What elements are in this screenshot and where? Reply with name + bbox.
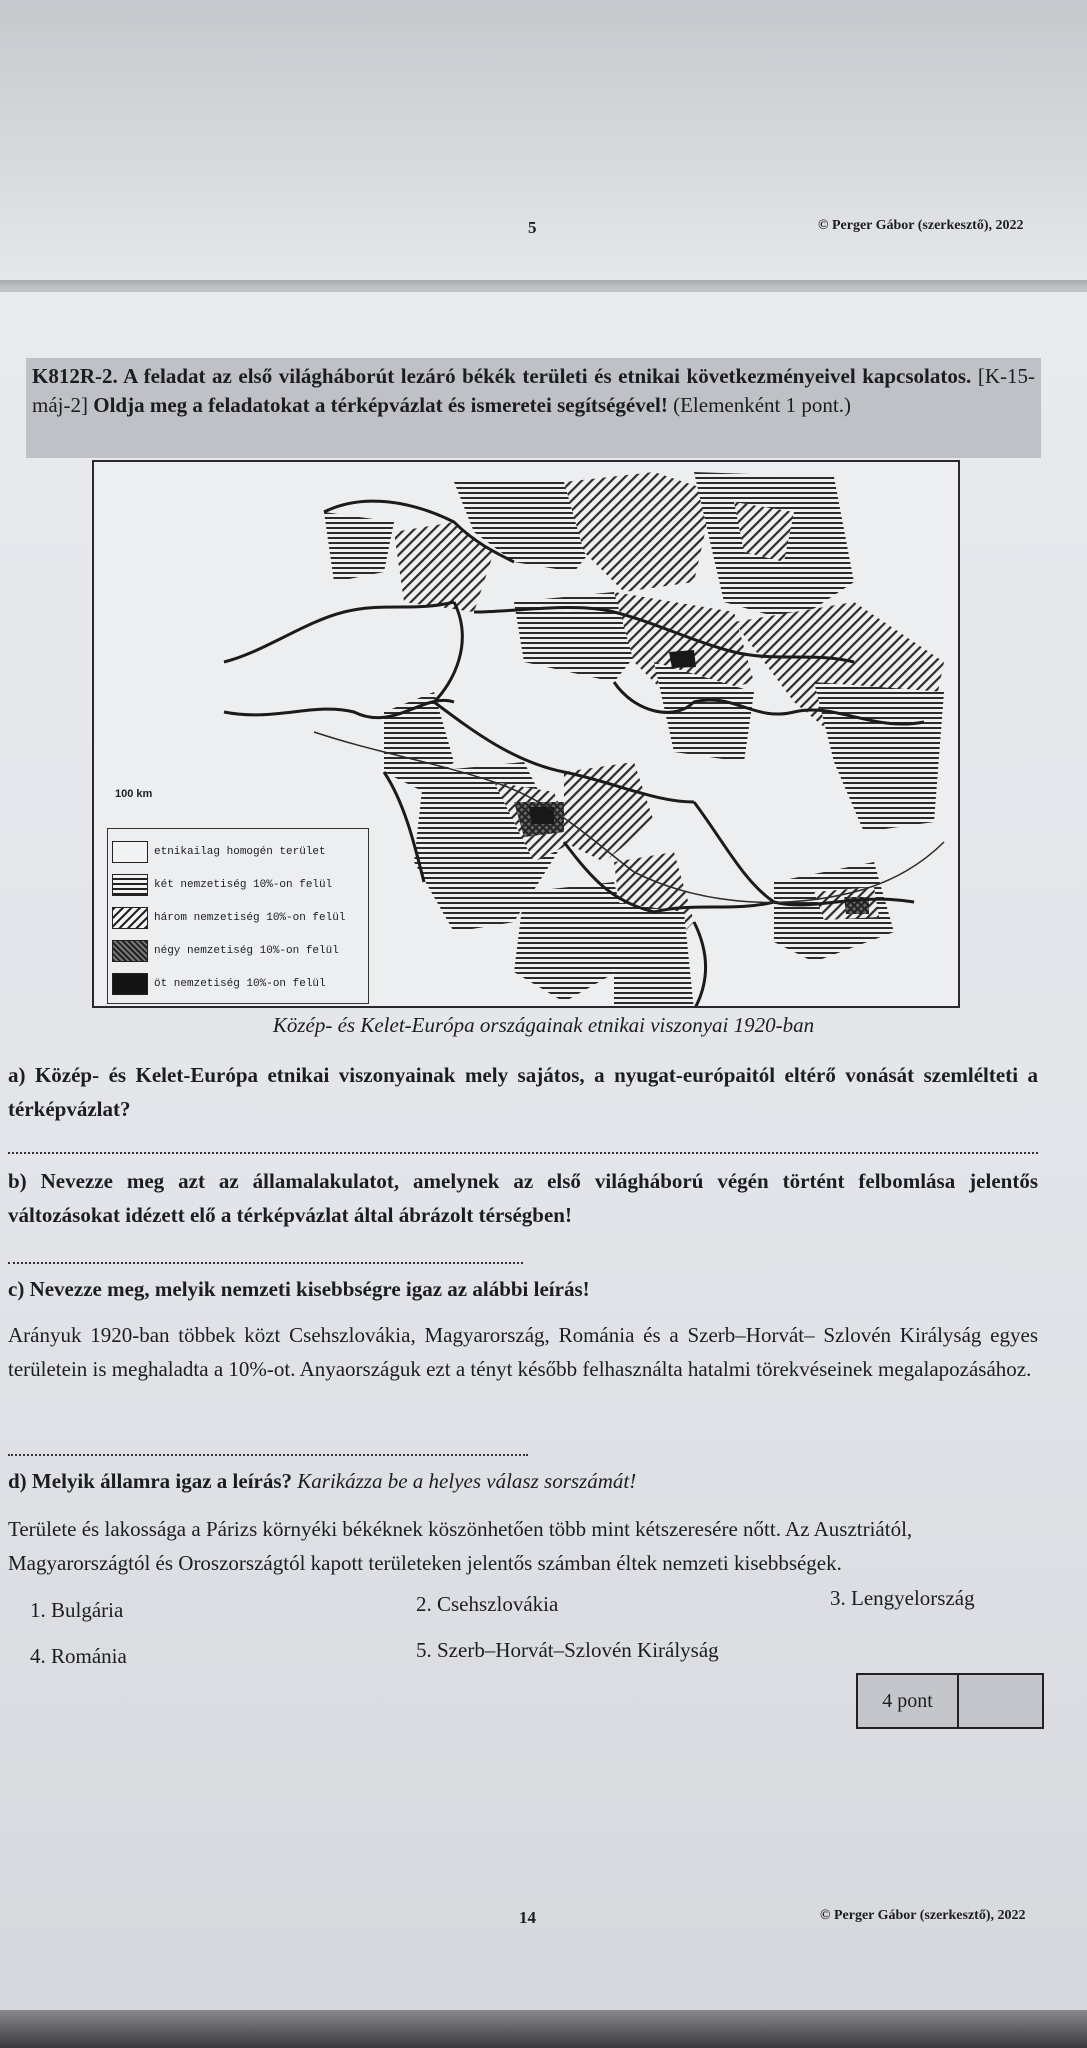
legend-label: két nemzetiség 10%-on felül (154, 878, 333, 891)
question-b: b) Nevezze meg azt az államalakulatot, amelynek az első világháború végén történt felbomlása jelentős változásokat idézett elő a térképvázlat által ábrázolt térségben! (8, 1169, 1038, 1227)
legend-swatch-five (112, 973, 148, 995)
answer-line-a[interactable] (8, 1152, 1038, 1154)
legend-label: három nemzetiség 10%-on felül (154, 911, 346, 924)
legend-label: öt nemzetiség 10%-on felül (154, 977, 326, 990)
map-legend (107, 828, 369, 1004)
legend-item (112, 934, 364, 967)
score-box (856, 1673, 1044, 1729)
previous-page-copyright: © Perger Gábor (szerkesztő), 2022 (818, 218, 1024, 233)
answer-line-b[interactable] (8, 1262, 523, 1264)
map-caption: Közép- és Kelet-Európa országainak etnikai viszonyai 1920-ban (272, 1013, 815, 1037)
legend-swatch-two (112, 874, 148, 896)
question-a: a) Közép- és Kelet-Európa etnikai viszonyainak mely sajátos, a nyugat-európaitól eltérő vonását szemlélteti a térképvázlat? (8, 1063, 1038, 1121)
legend-swatch-four (112, 940, 148, 962)
legend-label: etnikailag homogén terület (154, 845, 326, 858)
legend-item (112, 868, 364, 901)
task-description: A feladat az első világháborút lezáró békék területi és etnikai következményeivel kapcsolatos. (123, 364, 972, 388)
table-edge (0, 2010, 1087, 2048)
answer-line-c[interactable] (8, 1454, 528, 1456)
option-4[interactable]: 4. Románia (30, 1644, 127, 1668)
previous-page-number: 5 (528, 218, 537, 237)
question-d-description: Területe és lakossága a Párizs környéki békéknek köszönhetően több mint kétszeresére nőtt. Az Ausztriától, Magyarországtól és Oroszországtól kapott területeken jelentős számban éltek nemzeti kisebbségek. (8, 1517, 913, 1575)
score-value[interactable] (959, 1675, 1042, 1727)
task-scoring: (Elemenként 1 pont.) (673, 393, 851, 417)
legend-swatch-homogeneous (112, 841, 148, 863)
page-number: 14 (519, 1908, 536, 1927)
legend-item (112, 901, 364, 934)
task-reference: [K-15-máj-2] (32, 364, 1036, 417)
legend-swatch-three (112, 907, 148, 929)
legend-label: négy nemzetiség 10%-on felül (154, 944, 339, 957)
score-label: 4 pont (858, 1675, 959, 1727)
question-c: c) Nevezze meg, melyik nemzeti kisebbségre igaz az alábbi leírás! (8, 1277, 590, 1301)
question-d (8, 1464, 1038, 1498)
option-5[interactable]: 5. Szerb–Horvát–Szlovén Királyság (416, 1638, 719, 1662)
question-d-prompt: d) Melyik államra igaz a leírás? (8, 1469, 293, 1493)
question-c-description: Arányuk 1920-ban többek közt Csehszlovákia, Magyarország, Románia és a Szerb–Horvát– Szlovén Királyság egyes területein is meghaladta a 10%-ot. Anyaországuk ezt a tényt később felhasználta hatalmi törekvéseinek megalapozásához. (8, 1323, 1038, 1381)
map-scale: 100 km (115, 788, 153, 800)
legend-item (112, 835, 364, 868)
page-copyright: © Perger Gábor (szerkesztő), 2022 (820, 1908, 1026, 1923)
previous-page (0, 0, 1087, 290)
legend-item (112, 967, 364, 1000)
option-2[interactable]: 2. Csehszlovákia (416, 1592, 559, 1616)
option-3[interactable]: 3. Lengyelország (830, 1586, 975, 1610)
task-code: K812R-2. (32, 364, 118, 388)
task-header (26, 358, 1041, 458)
question-d-instruction: Karikázza be a helyes válasz sorszámát! (297, 1469, 637, 1493)
task-instruction: Oldja meg a feladatokat a térképvázlat és ismeretei segítségével! (93, 393, 668, 417)
option-1[interactable]: 1. Bulgária (30, 1598, 124, 1622)
